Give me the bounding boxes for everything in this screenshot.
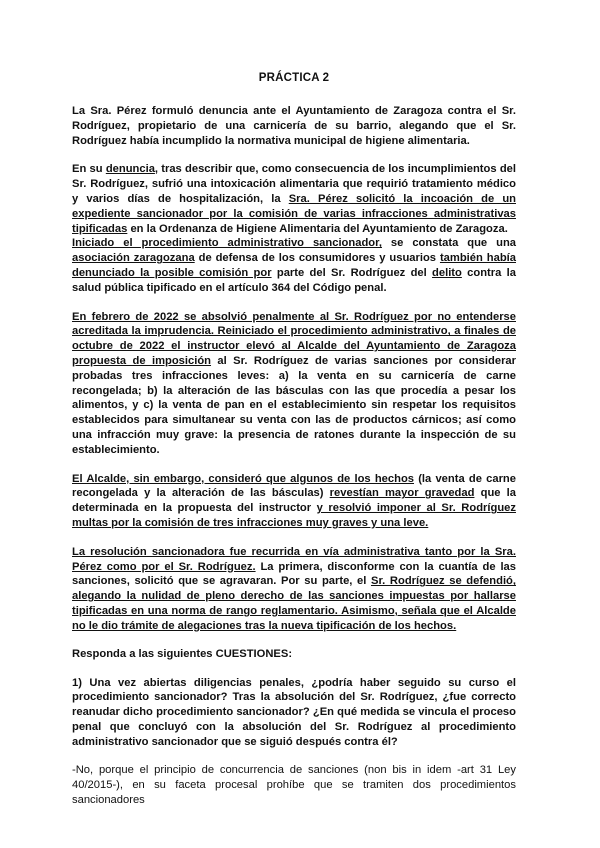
text-span: en la Ordenanza de Higiene Alimentaria del Ayuntamiento de Zaragoza. xyxy=(127,222,508,235)
text-span: contra la salud pública tipificado en el artículo 364 del Código penal. xyxy=(72,266,516,294)
cuestiones-label: Responda a las siguientes CUESTIONES: xyxy=(72,647,293,660)
underlined-span: y resolvió imponer al Sr. Rodríguez multas por la comisión de tres infracciones muy graves y una leve. xyxy=(72,502,516,529)
page-title: PRÁCTICA 2 xyxy=(258,72,330,84)
paragraph-intro xyxy=(72,104,516,148)
paragraph-procedimiento xyxy=(72,236,516,295)
text-span: En su xyxy=(72,163,106,176)
underlined-span: delito xyxy=(432,266,462,279)
underlined-span: Iniciado el procedimiento administrativo sancionador, xyxy=(72,237,382,250)
text-span: , tras describir que, como consecuencia de los incumplimientos del Sr. Rodríguez, sufrió una intoxicación alimentaria que requirió tratamiento médico y varios días de hospitalización, la xyxy=(72,163,516,205)
underlined-span: El Alcalde, sin embargo, consideró que algunos de los hechos xyxy=(72,472,414,485)
text-span: de defensa de los consumidores y usuarios xyxy=(194,252,440,265)
underlined-span: revestían mayor gravedad xyxy=(329,487,475,500)
answer-1: -No, porque el principio de concurrencia de sanciones (non bis in idem -art 31 Ley 40/2015-), en su faceta procesal prohíbe que se tramiten dos procedimientos sancionadores xyxy=(72,764,516,807)
paragraph-denuncia xyxy=(72,162,516,236)
text-span: parte del Sr. Rodríguez del xyxy=(271,266,433,279)
underlined-span: denuncia xyxy=(105,163,155,176)
paragraph-recurso xyxy=(72,545,516,634)
underlined-span: La resolución sancionadora fue recurrida en vía administrativa tanto por la Sra. Pérez como por el Sr. Rodríguez. xyxy=(72,545,516,573)
text-span: al Sr. Rodríguez de varias sanciones por considerar probadas tres infracciones leves: a) la venta en su carnicería de carne recongelada; b) la alteración de las básculas con las que procedía a pesar los alimentos, y c) la venta de pan en el establecimiento sin respetar los requisitos establecidos para simultanear su venta con las de productos cárnicos; así como una infracción muy grave: la presencia de ratones durante la inspección de su establecimiento. xyxy=(72,354,516,456)
question-1: 1) Una vez abiertas diligencias penales, ¿podría haber seguido su curso el procedimiento sancionador? Tras la absolución del Sr. Rodríguez, ¿fue correcto reanudar dicho procedimiento sancionador? ¿En qué medida se vincula el proceso penal que concluyó con la absolución del Sr. Rodríguez al procedimiento administrativo sancionador que se siguió después contra él? xyxy=(72,676,516,748)
underlined-span: elevó al Alcalde del Ayuntamiento de Zaragoza propuesta de imposición xyxy=(72,340,516,367)
paragraph-absolucion xyxy=(72,310,516,458)
text-span: se constata que una xyxy=(381,237,516,250)
underlined-span: Sr. Rodríguez se defendió, alegando la nulidad de pleno derecho de las sanciones impuestas por hallarse tipificadas en una norma de rango reglamentario. Asimismo, señala que el Alcalde no le dio trámite de alegaciones tras la nueva tipificación de los hechos. xyxy=(72,575,516,632)
underlined-span: En febrero de 2022 se absolvió penalmente al Sr. Rodríguez por no entenderse acreditada la imprudencia. Reiniciado el procedimiento administrativo, a finales de octubre de 2022 el instructor xyxy=(72,310,516,353)
text-span: que la determinada en la propuesta del instructor xyxy=(72,487,516,515)
paragraph-alcalde xyxy=(72,472,516,531)
underlined-span: Sra. Pérez solicitó la incoación de un expediente sancionador por la comisión de varias infracciones administrativas tipificadas xyxy=(72,192,516,235)
text-span: (la venta de carne recongelada y la alteración de las básculas) xyxy=(72,472,516,500)
underlined-span: también había denunciado la posible comisión por xyxy=(72,252,516,279)
underlined-span: asociación zaragozana xyxy=(72,252,195,265)
paragraph-intro-text: La Sra. Pérez formuló denuncia ante el Ayuntamiento de Zaragoza contra el Sr. Rodríguez, propietario de una carnicería de su barrio, alegando que el Sr. Rodríguez había incumplido la normativa municipal de higiene alimentaria. xyxy=(72,105,516,147)
text-span: La primera, disconforme con la cuantía de las sanciones, solicitó que se agravaran. Por su parte, el xyxy=(72,560,516,588)
